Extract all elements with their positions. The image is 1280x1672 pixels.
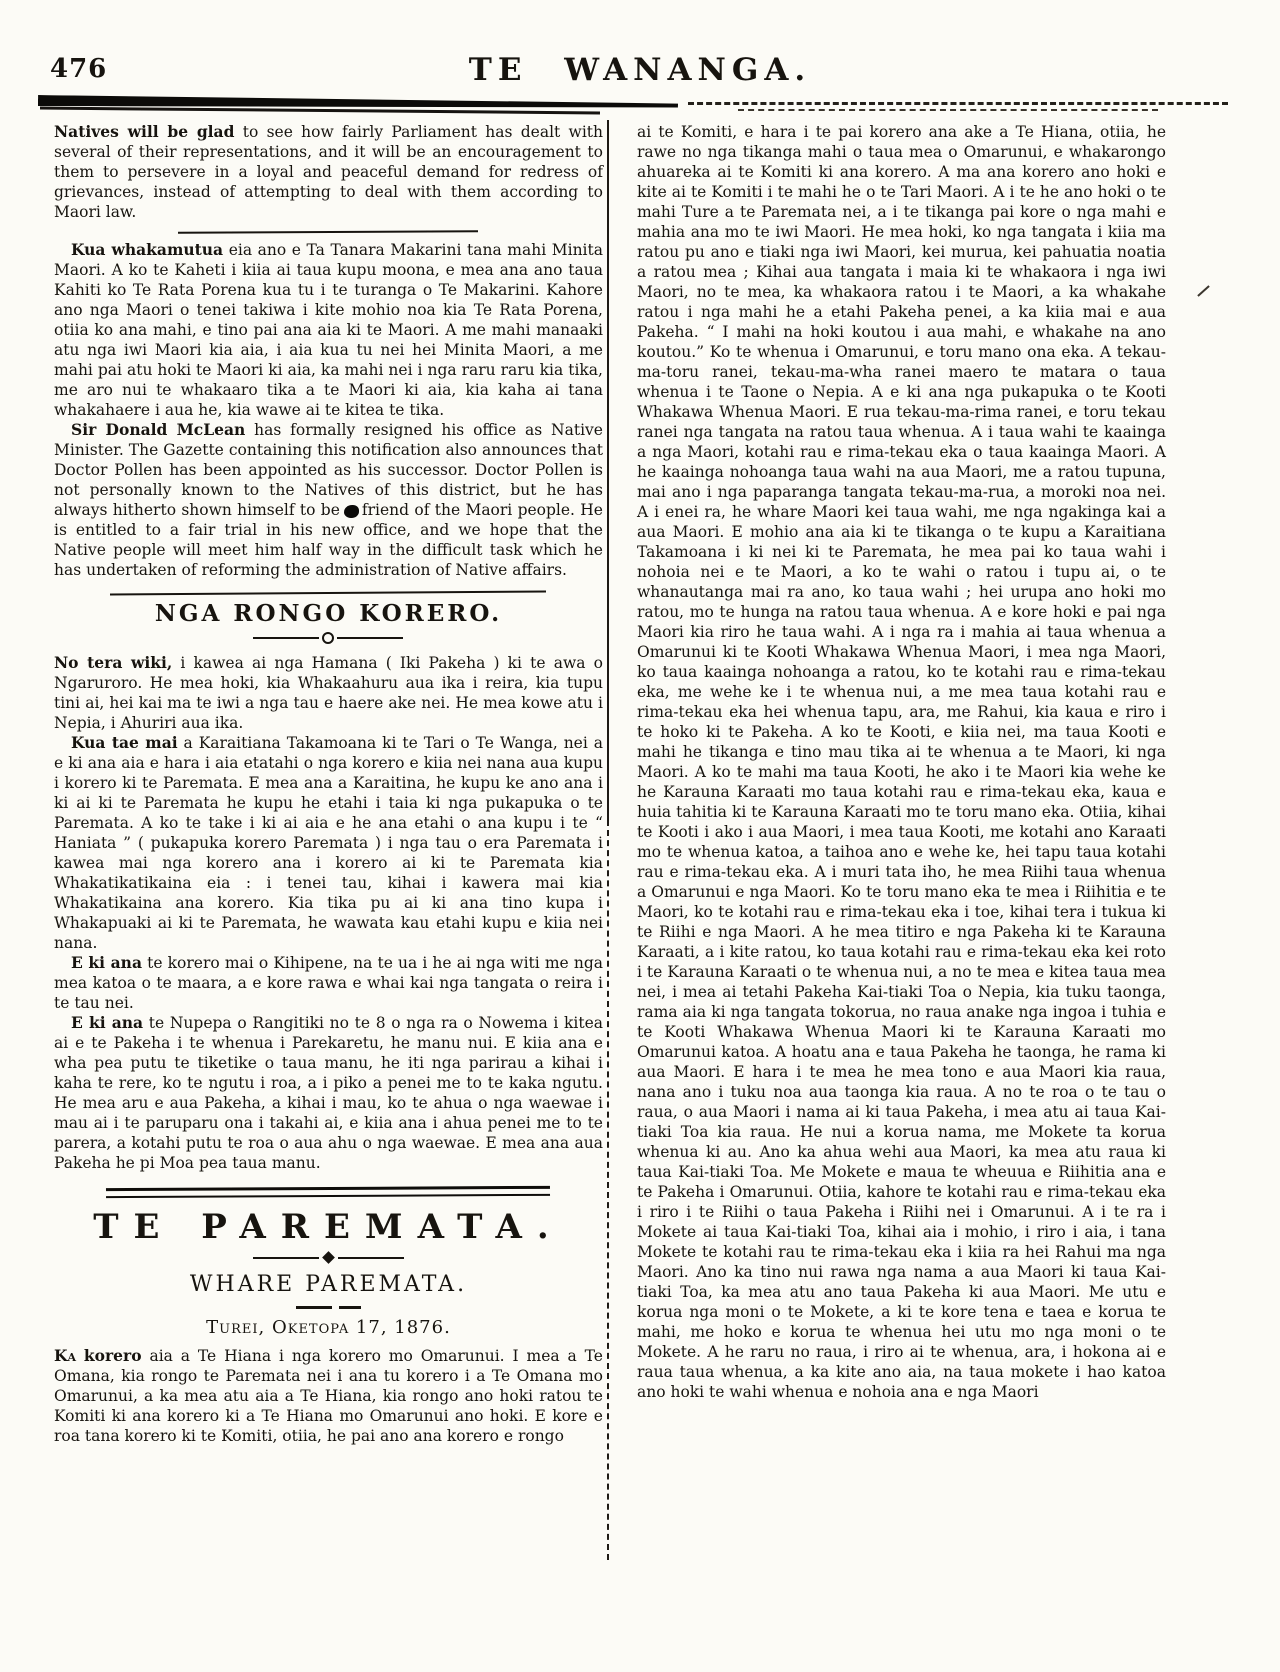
paragraph-lead: Kua whakamutua — [71, 240, 224, 259]
ornament-line — [253, 637, 319, 639]
paragraph-lead: Ka — [54, 1346, 77, 1365]
double-rule — [106, 1186, 550, 1198]
article-paragraph — [54, 240, 603, 420]
paragraph-text: te korero mai o Kihipene, na te ua i he ai nga witi me nga mea katoa o te maara, a e kore rawa e whai kai nga tangata o reira i te tau nei. — [54, 954, 603, 1012]
paragraph-lead: Kua tae mai — [71, 733, 178, 752]
ornament-ring — [322, 632, 334, 644]
right-column — [637, 122, 1166, 1446]
article-paragraph — [54, 122, 603, 222]
article-continuation-text: ai te Komiti, e hara i te pai korero ana ake a Te Hiana, otiia, he rawe no nga tikanga mahi o taua mea o Omarunui, e whakarongo ahuareka ai te Komiti ki ana korero. A ma ana korero ano hoki e kite ai te Komiti i te mahi he o te Tari Maori. A i te he ano hoki o te mahi Ture a te Paremata nei, a i te tikanga pai kore o nga mahi e mahia ana mo te iwi Maori. He mea hoki, ko nga tangata i kiia ma ratou pu ano e tiaki nga iwi Maori, kei murua, kei pahuatia noatia a ratou mea ; Kihai aua tangata i maia ki te whakaora i nga iwi Maori, no te mea, ka whakaora ratou i te Maori, a ka whakahe ratou i nga mahi he a etahi Pakeha penei, a ka kiia mai e aua Pakeha. “ I mahi na hoki koutou i aua mahi, e whakahe na ano koutou.” Ko te whenua i Omarunui, e toru mano ona eka. A tekau-ma-toru ranei, tekau-ma-wha ranei maero te matara o taua whenua i te Taone o Nepia. A e ki ana nga pukapuka o te Kooti Whakawa Whenua Maori. E rua tekau-ma-rima ranei, e toru tekau ranei nga tangata na ratou taua whenua. A i taua wahi te kaainga a nga Maori, kotahi rau e rima-tekau eka o taua kaainga Maori. A he kaainga nohoanga taua wahi na aua Maori, me a ratou tupuna, mai ano i nga paparanga tangata tekau-ma-rua, a moroki noa nei. A i enei ra, he whare Maori kei taua wahi, me nga ngakinga kai a aua Maori. E mohio ana aia ki te tikanga o te kupu a Karaitiana Takamoana i ki nei ki te Paremata, he mea pai ko taua wahi i nohoia nei e te Maori, a ko te wahi o ratou i tupu ai, o te whanautanga mai ra ano, ko taua wahi ; hei urupa ano hoki mo ratou, mo te hunga na ratou taua whenua. A e kore hoki e pai nga Maori kia riro he taua wahi. A i nga ra i mahia ai taua whenua a Omarunui ki te Kooti Whakawa Whenua Maori, i mea nga Maori, ko taua kaainga nohoanga a ratou, ko te kotahi rau e rima-tekau eka, me wehe ke i te whenua nui, a me mea taua kotahi rau e rima-tekau eka hei whenua tapu, ara, me Rahui, kia kaua e riro i te hoko ki te Pakeha. A ko te Kooti, e kiia nei, ma taua Kooti e mahi he tikanga e tino mau tika ai te whenua a te Maori, ki nga Maori. A ko te mahi ma taua Kooti, he ako i te Maori kia wehe ke he Karauna Karaati mo taua kotahi rau e rima-tekau eka, kaua e huia tahitia ki te Karauna Karaati mo te toru mano eka. Otiia, kihai te Kooti i ako i aua Maori, i mea taua Kooti, me kotahi ano Karaati mo te whenua katoa, a taihoa ano e wehe ke, hei tapu taua kotahi rau e rima-tekau eka. A i muri tata iho, he mea Riihi taua whenua a Omarunui e nga Maori. Ko te toru mano eka te mea i Riihitia e te Maori, ko te kotahi rau e rima-tekau eka i toe, kihai tera i tukua ki te Riihi e nga Maori. A he mea titiro e nga Pakeha ki te Karauna Karaati, a i kite ratou, ko taua kotahi rau e rima-tekau eka kei roto i te Karauna Karaati o te whenua nui, a no te mea e kitea taua mea nei, i mea ai tetahi Pakeha Kai-tiaki Toa o Nepia, kia tuku taonga, rama aia ki nga tangata tokorua, no raua anake nga ingoa i tuhia e te Kooti Whakawa Whenua Maori ki te Karauna Karaati mo Omarunui katoa. A hoatu ana e taua Pakeha he taonga, he rama ki aua Maori. E hara i te mea he mea tono e aua Maori kia raua, nana ano i tuku noa aua taonga kia raua. A no te roa o te tau o raua, o aua Maori i nama ai ki taua Pakeha, i mea atu ai taua Kai-tiaki Toa kia raua. He nui a korua nama, me Mokete ta korua whenua ki au. Ano ka ahua wehi aua Maori, ka mea atu raua ki taua Kai-tiaki Toa. Me Mokete e maua te wheuua e Riihitia ana e te Pakeha i Omarunui. Otiia, kahore te kotahi rau e rima-tekau eka i riro i te Riihi o taua Pakeha i Riihi nei i Omarunui. A i te ra i Mokete ai taua Kai-tiaki Toa, kihai aia i mohio, i riro i aia, i tana Mokete te kotahi rau te rima-tekau eka i kiia ra hei Rahui ma nga Maori. Ano ka tino nui rawa nga nama a aua Maori ki taua Kai-tiaki Toa, ka mea atu ano taua Pakeha ki aua Maori. Me utu e korua nga moni o te Mokete, a ki te kore tena e taea e korua te mahi, me hoko e korua te whenua hei utu mo nga moni o te Mokete. A he raru no raua, i riro ai te whenua, ara, i hokona ai e raua taua whenua, a ka kite ano aia, na taua mokete i hao katoa ano hoki te wahi whenua e nohoia ana e nga Maori — [636, 123, 1166, 1401]
subsection-heading-whare: WHARE PAREMATA. — [189, 1272, 468, 1297]
page-number: 476 — [50, 54, 108, 84]
ring-divider-ornament — [54, 632, 603, 644]
ink-blot — [344, 505, 359, 518]
article-paragraph — [54, 420, 603, 580]
paragraph-text: aia a Te Hiana i nga korero mo Omarunui. I mea a Te Omana, kia rongo te Paremata nei i ana tu korero i a Te Omana mo Omarunui, a ka mea atu aia a Te Hiana, kia rongo ano hoki ratou te Komiti ki ana korero ki a Te Hiana mo Omarunui ano hoki. E kore e roa tana korero ki te Komiti, otiia, he pai ano ana korero e rongo — [54, 1347, 603, 1445]
article-paragraph — [54, 1013, 603, 1173]
article-paragraph — [54, 1346, 603, 1446]
ornament-diamond — [322, 1251, 335, 1264]
paragraph-lead: Natives will be glad — [54, 122, 235, 141]
paragraph-separator-rule — [178, 230, 478, 234]
page-body — [54, 122, 1166, 1446]
ornament-line — [253, 1257, 319, 1259]
masthead-title: TE WANANGA. — [468, 52, 812, 88]
left-column — [54, 122, 615, 1446]
section-separator-rule — [110, 590, 546, 595]
paragraph-text: i kawea ai nga Hamana ( Iki Pakeha ) ki te awa o Ngaruroro. He mea hoki, kia Whakaahuru aua ika i reira, kia tupu tini ai, hei kai ma te iwi a nga tau e haere ake nei. He mea kowe atu i Nepia, i Ahuriri aua ika. — [54, 654, 603, 732]
paragraph-lead: E ki ana — [71, 953, 142, 972]
dash-pair-ornament — [54, 1302, 603, 1310]
paragraph-lead: No tera wiki, — [54, 653, 173, 672]
paragraph-text: friend of the Maori people. He is entitled to a fair trial in his new office, and we hope that the Native people will meet him half way in the difficult task which he has undertaken of reforming the administration of Native affairs. — [54, 501, 603, 579]
ornament-dash — [339, 1306, 361, 1309]
article-paragraph — [54, 733, 603, 953]
paragraph-lead: E ki ana — [71, 1013, 144, 1032]
broken-rule-faint — [738, 109, 1158, 111]
paragraph-text: a Karaitiana Takamoana ki te Tari o Te Wanga, nei a e ki ana aia e hara i aia etatahi o nga korero e kiia nei nana aua kupu i korero ki te Paremata. E mea ana a Karaitina, he kupu ke ano ana i ki ai ki te Paremata he kupu he etahi i taia ki nga pukapuka o te Paremata. A ko te take i ki ai aia e he ana etahi o ana kupu i te “ Haniata ” ( pukapuka korero Paremata ) i nga tau o era Paremata i kawea mai nga korero ana i korero ai ki te Paremata kia Whakatikatikaina eia : i tenei tau, kihai i kawera mai kia Whakatikaina ana korero. Kia tika pu ai ki ana tino kupa i Whakapuaki ai ki te Paremata, he wawata kau etahi kupu e kiia nei nana. — [54, 734, 603, 952]
article-paragraph — [54, 653, 603, 733]
paragraph-lead: Sir Donald McLean — [71, 420, 246, 439]
section-heading-paremata: TE PAREMATA. — [93, 1207, 564, 1247]
section-heading-rongo: NGA RONGO KORERO. — [154, 600, 503, 627]
masthead-rule — [38, 97, 1234, 115]
secondary-ink-rule — [40, 107, 600, 115]
paragraph-text: has formally resigned his office as Native Minister. The Gazette containing this notification also announces that Doctor Pollen has been appointed as his successor. Doctor Pollen is not personally known to the Natives of this district, but he has always hitherto shown himself to be — [54, 421, 603, 519]
paragraph-text: te Nupepa o Rangitiki no te 8 o nga ra o Nowema i kitea ai e te Pakeha i te whenua i Parekaretu, he manu nui. E kiia ana e wha pea putu te tiketike o taua manu, he iti nga parirau a kihai i kaha te rere, ko te ngutu i roa, a i piko a penei me to te kaka ngutu. He mea aru e aua Pakeha, a kihai i mau, ko te ahua o nga waewae i mau ai i te paruparu ona i takahi ai, e kiia ana i ahua penei me to te parera, a kotahi putu te roa o aua ahu o nga waewae. E mea ana aua Pakeha he pi Moa pea taua manu. — [54, 1014, 603, 1172]
article-paragraph — [54, 953, 603, 1013]
paragraph-lead-bold: korero — [83, 1346, 142, 1365]
dateline: Turei, Oketopa 17, 1876. — [206, 1317, 451, 1338]
diamond-divider-ornament — [54, 1253, 603, 1262]
ornament-dash — [296, 1306, 332, 1309]
ornament-line — [338, 1257, 404, 1259]
scan-artifact-mark — [1197, 285, 1209, 297]
broken-rule — [688, 102, 1228, 105]
paragraph-text: eia ano e Ta Tanara Makarini tana mahi Minita Maori. A ko te Kaheti i kiia ai taua kupu moona, e mea ana ano taua Kahiti ko Te Rata Porena kua tu i te turanga o Te Makarini. Kahore ano nga Maori o tenei takiwa i kite mohio noa kia Te Rata Porena, otiia ko ana mahi, e tino pai ana aia ki te Maori. A me mahi manaaki atu nga iwi Maori kia aia, i aia kua tu nei hei Minita Maori, a me mahi pai atu hoki te Maori ki aia, ka mahi nei i nga raru raru kia tika, me aro nui te whakaaro tika a te Maori ki aia, kia kaha ai tana whakahaere i aua he, kia wawe ai te kitea te tika. — [54, 241, 603, 419]
ornament-line — [337, 637, 403, 639]
paragraph-text: to see how fairly Parliament has dealt with several of their representations, and it will be an encouragement to them to persevere in a loyal and peaceful demand for redress of grievances, instead of attempting to deal with them according to Maori law. — [54, 123, 603, 221]
